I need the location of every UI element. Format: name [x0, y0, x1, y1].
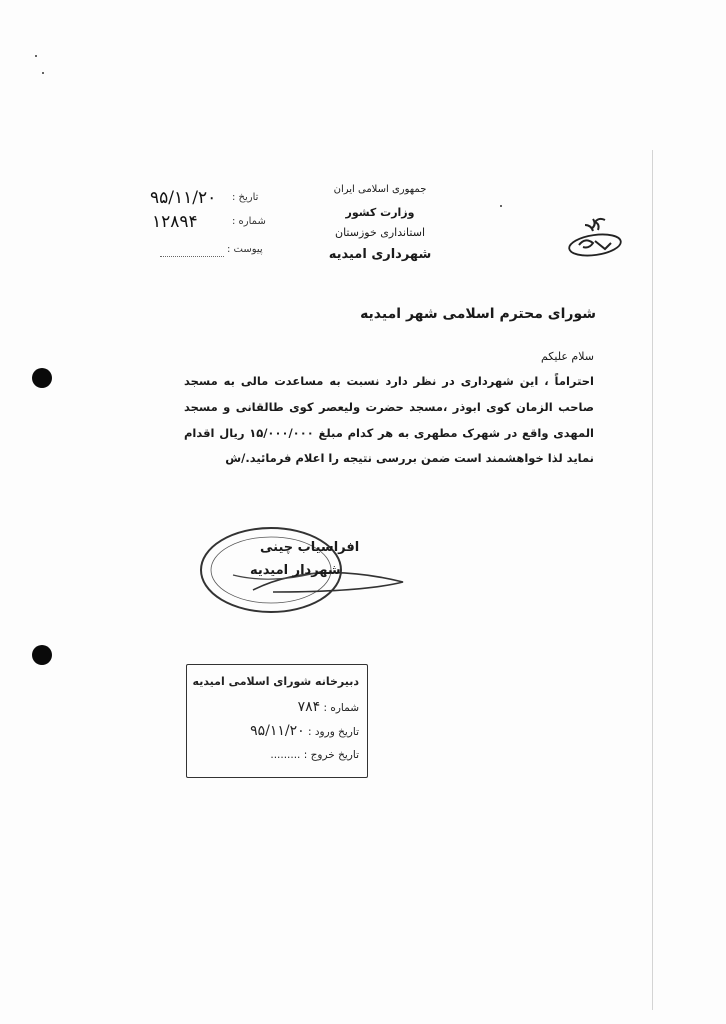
body-line: المهدی واقع در شهرک مطهری به هر کدام مبلغ ۱۵/۰۰۰/۰۰۰ ریال اقدام [184, 426, 594, 440]
letterhead-province: استانداری خوزستان [334, 226, 425, 239]
attachment-label: پیوست : [227, 244, 263, 255]
letter-greeting: سلام علیکم [540, 350, 594, 363]
signatory-name: افراسیاب چینی [260, 540, 360, 555]
attachment-dots [160, 256, 224, 257]
punch-hole [32, 645, 52, 665]
registry-exit-row [270, 749, 359, 761]
registry-number-row [298, 699, 359, 715]
letter-recipient: شورای محترم اسلامی شهر امیدیه [360, 306, 596, 322]
scan-speck [35, 55, 37, 57]
number-value: ۱۲۸۹۴ [152, 212, 198, 232]
registry-stamp [186, 664, 368, 778]
letterhead-republic: جمهوری اسلامی ایران [333, 184, 427, 195]
date-label: تاریخ : [232, 192, 259, 203]
body-line: احتراماً ، این شهرداری در نظر دارد نسبت به مساعدت مالی به مسجد [184, 374, 594, 388]
municipality-emblem-icon [565, 215, 623, 257]
body-line: نماید لذا خواهشمند است ضمن بررسی نتیجه را اعلام فرمائید./ش [225, 451, 594, 465]
registry-exit-value: ......... [270, 749, 301, 761]
registry-entry-value: ۹۵/۱۱/۲۰ [250, 723, 305, 739]
registry-title: دبیرخانه شورای اسلامی امیدیه [192, 675, 359, 688]
punch-hole [32, 368, 52, 388]
body-line: صاحب الزمان کوی ابوذر ،مسجد حضرت ولیعصر کوی طالقانی و مسجد [184, 400, 594, 414]
scan-speck [500, 205, 502, 207]
letterhead-municipality: شهرداری امیدیه [328, 247, 432, 262]
date-value: ۹۵/۱۱/۲۰ [150, 188, 217, 208]
registry-number-value: ۷۸۴ [297, 699, 321, 715]
registry-entry-label: تاریخ ورود : [308, 726, 359, 738]
scan-speck [42, 72, 44, 74]
registry-entry-row [250, 723, 359, 739]
number-label: شماره : [232, 216, 266, 227]
letterhead-ministry: وزارت کشور [345, 206, 415, 219]
signatory-title: شهردار امیدیه [250, 563, 341, 578]
registry-exit-label: تاریخ خروج : [303, 749, 359, 761]
page-edge [652, 150, 653, 1010]
registry-number-label: شماره : [323, 702, 359, 714]
